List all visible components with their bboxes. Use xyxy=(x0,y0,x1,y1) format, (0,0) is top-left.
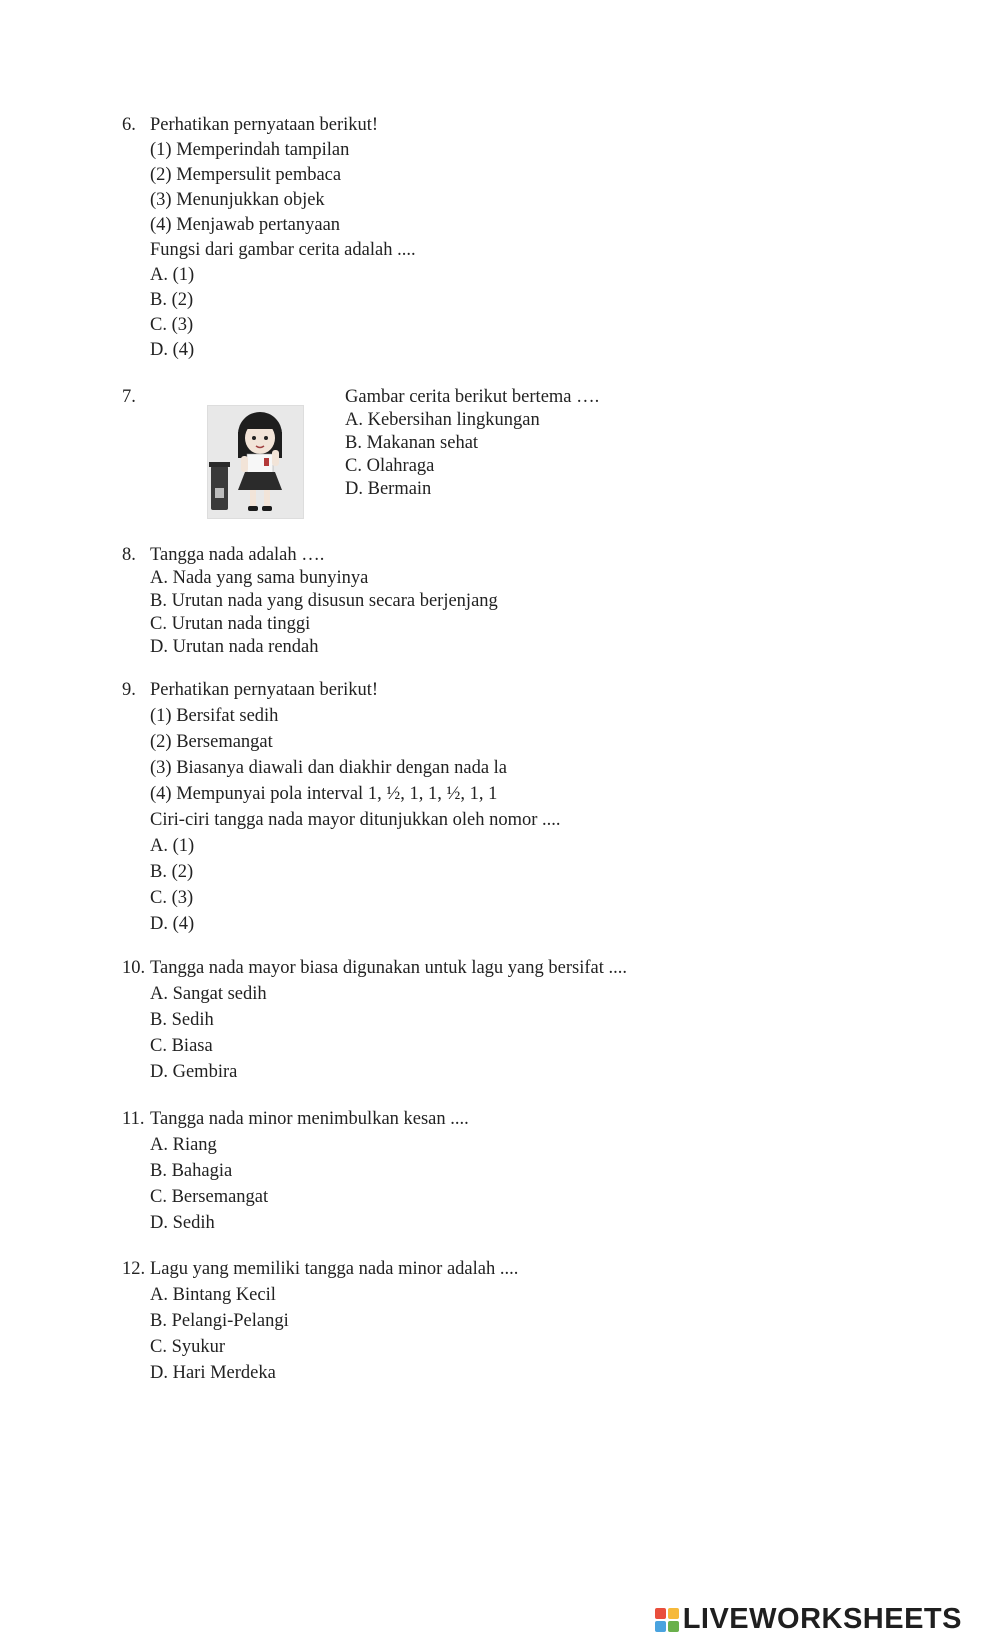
question-10-number: 10. xyxy=(122,958,146,978)
girl-with-trash-bin-illustration xyxy=(208,406,303,518)
question-12-number: 12. xyxy=(122,1259,146,1279)
question-10-option-c[interactable]: C. Biasa xyxy=(150,1036,213,1056)
question-7-option-a[interactable]: A. Kebersihan lingkungan xyxy=(345,410,540,430)
question-7-number: 7. xyxy=(122,387,136,407)
question-6-statement: (3) Menunjukkan objek xyxy=(150,190,325,210)
question-7-option-d[interactable]: D. Bermain xyxy=(345,479,432,499)
question-6-option-a[interactable]: A. (1) xyxy=(150,265,195,285)
question-9-statement: (1) Bersifat sedih xyxy=(150,706,279,726)
question-11-text: Tangga nada minor menimbulkan kesan .... xyxy=(150,1109,469,1129)
question-8-option-a[interactable]: A. Nada yang sama bunyinya xyxy=(150,568,369,588)
question-9-option-a[interactable]: A. (1) xyxy=(150,836,195,856)
question-9-statement: (4) Mempunyai pola interval 1, ½, 1, 1, ½, 1, 1 xyxy=(150,784,498,804)
question-12-option-b[interactable]: B. Pelangi-Pelangi xyxy=(150,1311,289,1331)
question-9-option-c[interactable]: C. (3) xyxy=(150,888,194,908)
question-10-option-b[interactable]: B. Sedih xyxy=(150,1010,214,1030)
question-8-number: 8. xyxy=(122,545,136,565)
question-10-option-d[interactable]: D. Gembira xyxy=(150,1062,238,1082)
question-8-option-c[interactable]: C. Urutan nada tinggi xyxy=(150,614,311,634)
question-10-option-a[interactable]: A. Sangat sedih xyxy=(150,984,267,1004)
question-10-text: Tangga nada mayor biasa digunakan untuk lagu yang bersifat .... xyxy=(150,958,627,978)
question-6-statement: (1) Memperindah tampilan xyxy=(150,140,350,160)
question-8-option-b[interactable]: B. Urutan nada yang disusun secara berjenjang xyxy=(150,591,498,611)
question-8-text: Tangga nada adalah …. xyxy=(150,545,325,565)
question-6-prompt: Perhatikan pernyataan berikut! xyxy=(150,115,379,135)
question-9-option-b[interactable]: B. (2) xyxy=(150,862,194,882)
question-7-option-c[interactable]: C. Olahraga xyxy=(345,456,435,476)
question-6-statement: (4) Menjawab pertanyaan xyxy=(150,215,341,235)
question-6-option-c[interactable]: C. (3) xyxy=(150,315,194,335)
question-11-option-d[interactable]: D. Sedih xyxy=(150,1213,215,1233)
question-12-option-a[interactable]: A. Bintang Kecil xyxy=(150,1285,276,1305)
story-illustration xyxy=(207,405,304,519)
question-9-prompt: Perhatikan pernyataan berikut! xyxy=(150,680,379,700)
liveworksheets-brand-text: LIVEWORKSHEETS xyxy=(682,1603,962,1635)
question-11-option-c[interactable]: C. Bersemangat xyxy=(150,1187,269,1207)
question-6-option-b[interactable]: B. (2) xyxy=(150,290,194,310)
logo-square-yellow xyxy=(668,1608,679,1619)
logo-square-blue xyxy=(655,1621,666,1632)
question-9-text: Ciri-ciri tangga nada mayor ditunjukkan oleh nomor .... xyxy=(150,810,561,830)
liveworksheets-logo-icon xyxy=(655,1608,679,1632)
question-9-statement: (2) Bersemangat xyxy=(150,732,273,752)
question-12-option-d[interactable]: D. Hari Merdeka xyxy=(150,1363,276,1383)
question-11-option-a[interactable]: A. Riang xyxy=(150,1135,217,1155)
question-6-option-d[interactable]: D. (4) xyxy=(150,340,195,360)
question-7-text: Gambar cerita berikut bertema …. xyxy=(345,387,600,407)
question-11-option-b[interactable]: B. Bahagia xyxy=(150,1161,233,1181)
question-12-text: Lagu yang memiliki tangga nada minor adalah .... xyxy=(150,1259,519,1279)
question-6-statement: (2) Mempersulit pembaca xyxy=(150,165,342,185)
question-6-text: Fungsi dari gambar cerita adalah .... xyxy=(150,240,416,260)
question-7-option-b[interactable]: B. Makanan sehat xyxy=(345,433,479,453)
question-11-number: 11. xyxy=(122,1109,145,1129)
question-12-option-c[interactable]: C. Syukur xyxy=(150,1337,226,1357)
logo-square-red xyxy=(655,1608,666,1619)
question-9-number: 9. xyxy=(122,680,136,700)
liveworksheets-logo[interactable] xyxy=(655,1603,962,1636)
question-6-number: 6. xyxy=(122,115,136,135)
question-8-option-d[interactable]: D. Urutan nada rendah xyxy=(150,637,319,657)
question-9-statement: (3) Biasanya diawali dan diakhir dengan nada la xyxy=(150,758,508,778)
logo-square-green xyxy=(668,1621,679,1632)
question-9-option-d[interactable]: D. (4) xyxy=(150,914,195,934)
